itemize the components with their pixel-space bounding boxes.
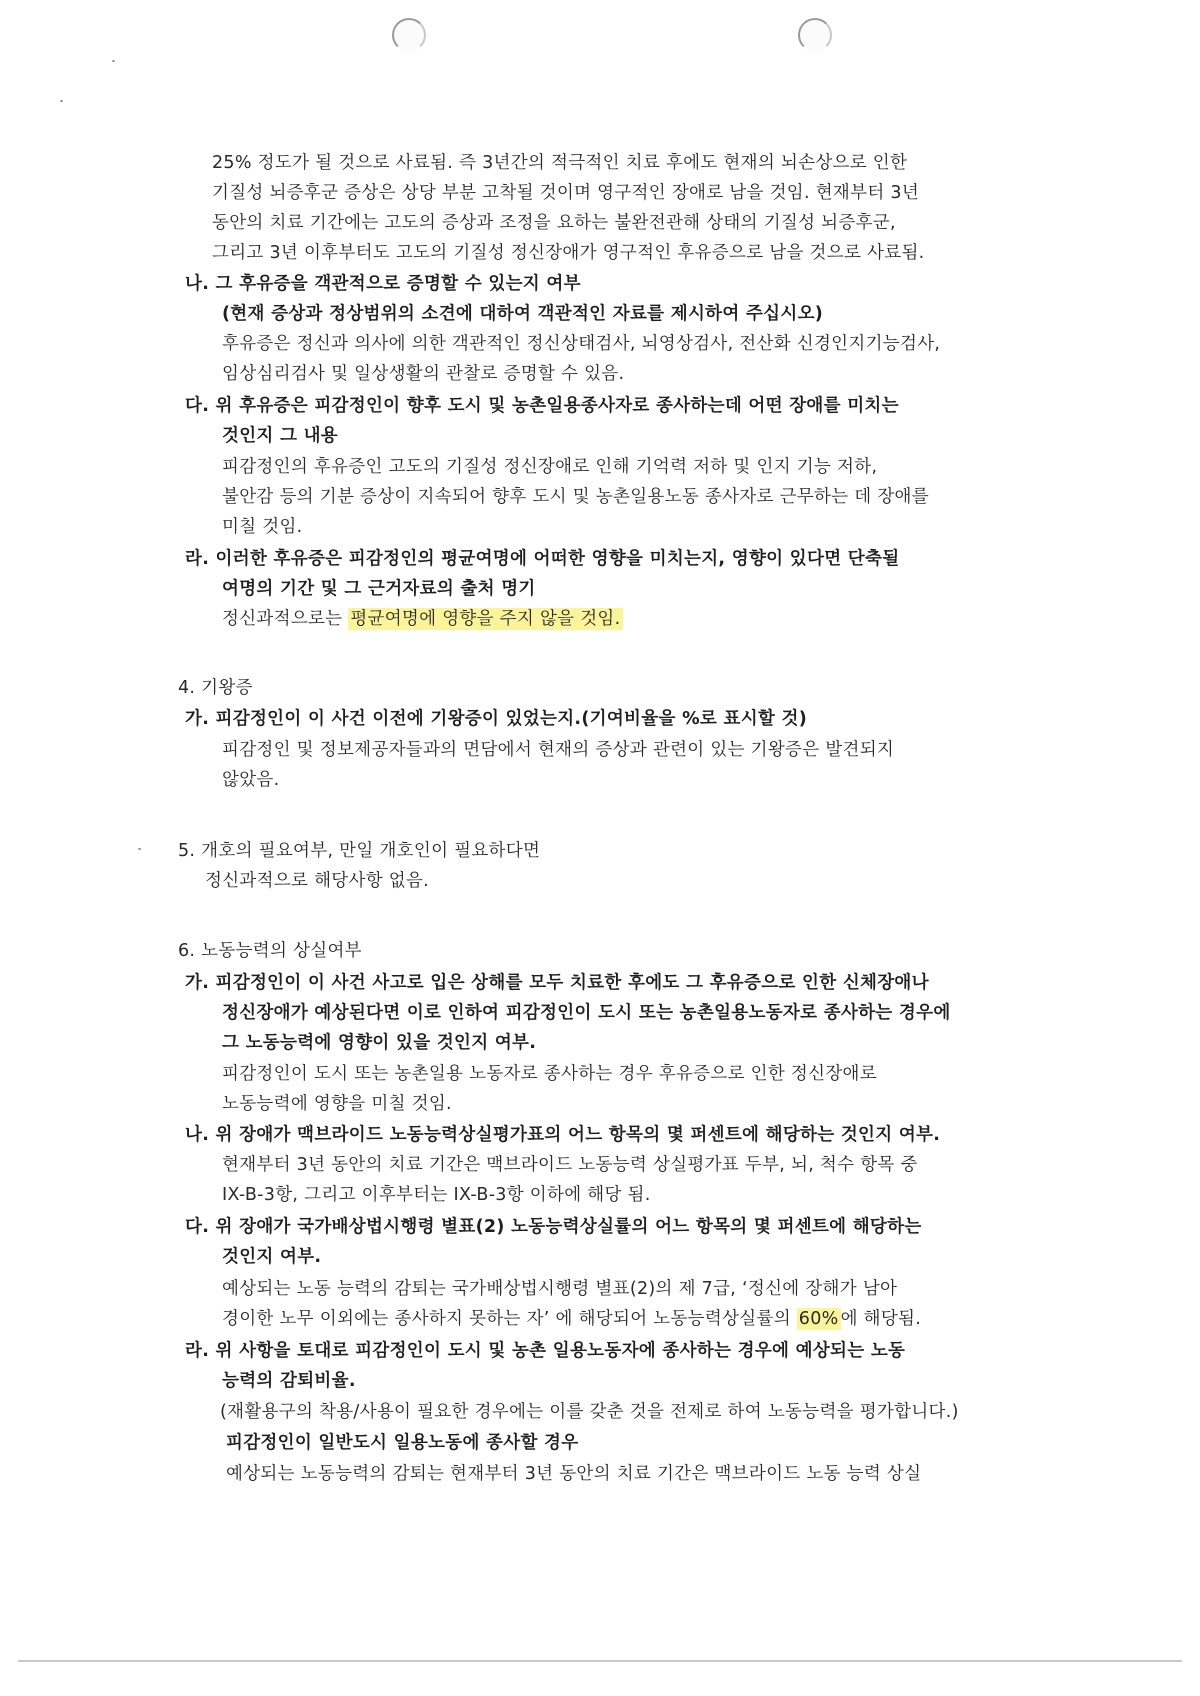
- answer-line: 피감정인이 도시 또는 농촌일용 노동자로 종사하는 경우 후유증으로 인한 정신장애로: [222, 1064, 877, 1084]
- question-title: 라. 위 사항을 토대로 피감정인이 도시 및 농촌 일용노동자에 종사하는 경우에 예상되는 노동: [185, 1341, 906, 1361]
- paragraph-line: 기질성 뇌증후군 증상은 상당 부분 고착될 것이며 영구적인 장애로 남을 것임. 현재부터 3년: [212, 183, 920, 203]
- answer-line: 정신과적으로 해당사항 없음.: [205, 871, 430, 891]
- question-title: 가. 피감정인이 이 사건 사고로 입은 상해를 모두 치료한 후에도 그 후유증으로 인한 신체장애나: [185, 973, 929, 993]
- highlighted-text: 60%: [798, 1309, 839, 1329]
- answer-line: [222, 606, 623, 633]
- section-heading: 5. 개호의 필요여부, 만일 개호인이 필요하다면: [178, 841, 541, 861]
- answer-line: 예상되는 노동능력의 감퇴는 현재부터 3년 동안의 치료 기간은 맥브라이드 노동 능력 상실: [226, 1464, 922, 1484]
- answer-line: 현재부터 3년 동안의 치료 기간은 맥브라이드 노동능력 상실평가표 두부, 뇌, 척수 항목 중: [222, 1155, 918, 1175]
- question-title: 정신장애가 예상된다면 이로 인하여 피감정인이 도시 또는 농촌일용노동자로 종사하는 경우에: [222, 1003, 951, 1023]
- question-title: 나. 위 장애가 맥브라이드 노동능력상실평가표의 어느 항목의 몇 퍼센트에 해당하는 것인지 여부.: [185, 1125, 941, 1145]
- highlighted-text: 평균여명에 영향을 주지 않을 것임.: [350, 609, 621, 629]
- answer-line: 노동능력에 영향을 미칠 것임.: [222, 1094, 452, 1114]
- question-title: 다. 위 후유증은 피감정인이 향후 도시 및 농촌일용종사자로 종사하는데 어떤 장애를 미치는: [185, 396, 899, 416]
- answer-text: 경이한 노무 이외에는 종사하지 못하는 자’ 에 해당되어 노동능력상실률의: [222, 1309, 797, 1329]
- question-title: 다. 위 장애가 국가배상법시행령 별표(2) 노동능력상실률의 어느 항목의 몇 퍼센트에 해당하는: [185, 1217, 922, 1237]
- question-title: 것인지 그 내용: [222, 426, 339, 446]
- answer-line: 않았음.: [222, 770, 280, 790]
- answer-line: 임상심리검사 및 일상생활의 관찰로 증명할 수 있음.: [222, 364, 625, 384]
- question-title: 것인지 여부.: [222, 1247, 322, 1267]
- answer-line: 피감정인 및 정보제공자들과의 면담에서 현재의 증상과 관련이 있는 기왕증은 발견되지: [222, 740, 895, 760]
- question-title: 나. 그 후유증을 객관적으로 증명할 수 있는지 여부: [185, 274, 581, 294]
- answer-line: IX-B-3항, 그리고 이후부터는 IX-B-3항 이하에 해당 됨.: [222, 1185, 651, 1205]
- note-line: (재활용구의 착용/사용이 필요한 경우에는 이를 갖춘 것을 전제로 하여 노동능력을 평가합니다.): [220, 1402, 959, 1422]
- sub-heading: 피감정인이 일반도시 일용노동에 종사할 경우: [226, 1433, 579, 1453]
- answer-line: 후유증은 정신과 의사에 의한 객관적인 정신상태검사, 뇌영상검사, 전산화 신경인지기능검사,: [222, 334, 941, 354]
- scan-speck: [138, 848, 141, 850]
- paragraph-line: 25% 정도가 될 것으로 사료됨. 즉 3년간의 적극적인 치료 후에도 현재의 뇌손상으로 인한: [212, 153, 908, 173]
- answer-line: 불안감 등의 기분 증상이 지속되어 향후 도시 및 농촌일용노동 종사자로 근무하는 데 장애를: [222, 487, 929, 507]
- question-title: 그 노동능력에 영향이 있을 것인지 여부.: [222, 1033, 537, 1053]
- answer-line: [222, 1306, 921, 1333]
- section-heading: 6. 노동능력의 상실여부: [178, 941, 362, 961]
- scan-speck: [60, 100, 63, 102]
- question-title: 가. 피감정인이 이 사건 이전에 기왕증이 있었는지.(기여비율을 %로 표시할 것): [185, 709, 808, 729]
- question-title: 능력의 감퇴비율.: [222, 1371, 356, 1391]
- page-bottom-rule: [18, 1660, 1182, 1662]
- answer-text: 에 해당됨.: [840, 1309, 922, 1329]
- answer-line: 피감정인의 후유증인 고도의 기질성 정신장애로 인해 기억력 저하 및 인지 기능 저하,: [222, 457, 878, 477]
- punch-hole-left: [392, 18, 426, 52]
- answer-line: 미칠 것임.: [222, 517, 303, 537]
- answer-line: 예상되는 노동 능력의 감퇴는 국가배상법시행령 별표(2)의 제 7급, ‘정신에 장해가 남아: [222, 1279, 898, 1299]
- section-heading: 4. 기왕증: [178, 678, 253, 698]
- paragraph-line: 그리고 3년 이후부터도 고도의 기질성 정신장애가 영구적인 후유증으로 남을 것으로 사료됨.: [212, 243, 925, 263]
- punch-hole-right: [798, 18, 832, 52]
- answer-text: 정신과적으로는: [222, 609, 349, 629]
- question-title: 여명의 기간 및 그 근거자료의 출처 명기: [222, 579, 536, 599]
- scan-speck: [112, 60, 115, 62]
- paragraph-line: 동안의 치료 기간에는 고도의 증상과 조정을 요하는 불완전관해 상태의 기질성 뇌증후군,: [212, 213, 896, 233]
- question-title: 라. 이러한 후유증은 피감정인의 평균여명에 어떠한 영향을 미치는지, 영향이 있다면 단축될: [185, 549, 900, 569]
- question-subtitle: (현재 증상과 정상범위의 소견에 대하여 객관적인 자료를 제시하여 주십시오): [222, 304, 824, 324]
